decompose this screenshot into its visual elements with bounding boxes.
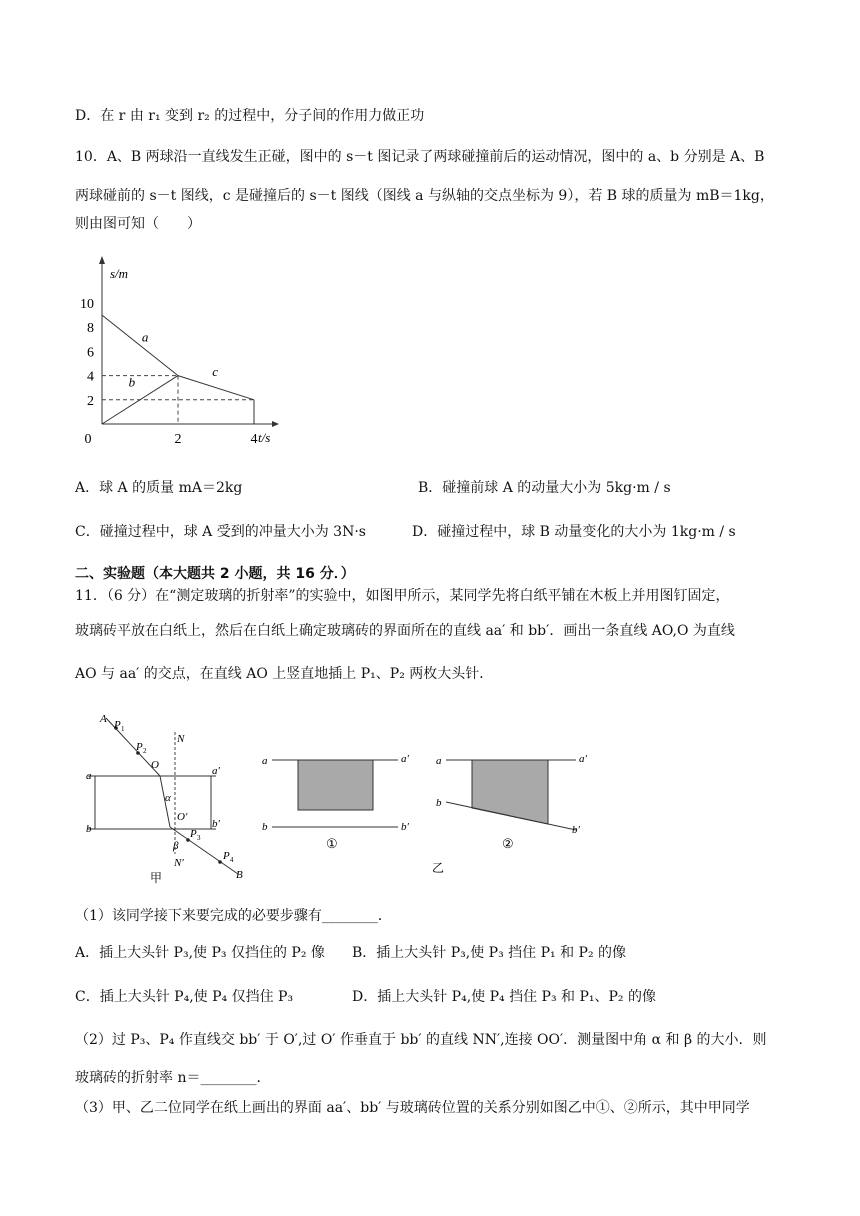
q10-option-b: B．碰撞前球 A 的动量大小为 5kg·m / s xyxy=(418,480,671,496)
x-tick-label: 4 xyxy=(250,432,258,447)
q10-option-d: D．碰撞过程中，球 B 动量变化的大小为 1kg·m / s xyxy=(412,524,736,540)
label-jia: 甲 xyxy=(150,871,163,885)
series-label-a: a xyxy=(141,329,149,345)
q11-option-b: B．插上大头针 P₃,使 P₃ 挡住 P₁ 和 P₂ 的像 xyxy=(352,945,627,961)
y-tick-label: 8 xyxy=(87,321,94,337)
svg-text:O: O xyxy=(151,759,159,771)
svg-text:P: P xyxy=(190,828,197,840)
svg-text:b′: b′ xyxy=(212,818,220,830)
y-tick-label: 10 xyxy=(80,297,94,312)
q11-option-c: C．插上大头针 P₄,使 P₄ 仅挡住 P₃ xyxy=(75,989,294,1005)
q10-option-a: A．球 A 的质量 mA＝2kg xyxy=(75,480,243,496)
figure-yi xyxy=(258,740,598,880)
q11-stem-2: 玻璃砖平放在白纸上，然后在白纸上确定玻璃砖的界面所在的直线 aa′ 和 bb′．画出一条直线 AO,O 为直线 xyxy=(75,623,735,639)
svg-text:a′: a′ xyxy=(579,753,587,765)
q11-option-a: A．插上大头针 P₃,使 P₃ 仅挡住的 P₂ 像 xyxy=(75,945,325,961)
q11-step1: （1）该同学接下来要完成的必要步骤有________． xyxy=(75,908,392,924)
series-line-a xyxy=(102,315,178,376)
x-tick-label: 2 xyxy=(174,432,182,447)
label-one: ① xyxy=(326,836,338,851)
q11-step3: （3）甲、乙二位同学在纸上画出的界面 aa′、bb′ 与玻璃砖位置的关系分别如图乙中①、②所示，其中甲同学 xyxy=(75,1100,750,1116)
y-tick-label: 4 xyxy=(87,369,94,385)
svg-text:a: a xyxy=(436,755,442,767)
svg-text:P: P xyxy=(136,741,143,753)
y-axis-arrow xyxy=(99,256,105,264)
svg-text:1: 1 xyxy=(121,725,125,733)
section-2-heading: 二、实验题（本大题共 2 小题，共 16 分．） xyxy=(75,566,355,582)
q9-option-d: D．在 r 由 r₁ 变到 r₂ 的过程中，分子间的作用力做正功 xyxy=(75,108,425,124)
x-axis-arrow xyxy=(272,421,279,427)
svg-text:a: a xyxy=(86,770,92,782)
svg-text:β: β xyxy=(173,840,179,852)
q11-step2b: 玻璃砖的折射率 n＝________． xyxy=(75,1070,271,1086)
st-series xyxy=(102,315,254,424)
q11-step2a: （2）过 P₃、P₄ 作直线交 bb′ 于 O′,过 O′ 作垂直于 bb′ 的直线 NN′,连接 OO′．测量图中角 α 和 β 的大小．则 xyxy=(75,1032,767,1048)
st-graph xyxy=(72,254,292,454)
q11-stem-3: AO 与 aa′ 的交点，在直线 AO 上竖直地插上 P₁、P₂ 两枚大头针． xyxy=(75,666,494,682)
q11-option-d: D．插上大头针 P₄,使 P₄ 挡住 P₃ 和 P₁、P₂ 的像 xyxy=(352,989,656,1005)
q11-stem-1: 11．（6 分）在“测定玻璃的折射率”的实验中，如图甲所示，某同学先将白纸平铺在木板上并用图钉固定， xyxy=(75,588,730,604)
svg-text:N: N xyxy=(177,733,185,745)
svg-text:b′: b′ xyxy=(572,824,580,836)
q10-stem-1: 10．A、B 两球沿一直线发生正碰，图中的 s－t 图记录了两球碰撞前后的运动情况，图中的 a、b 分别是 A、B xyxy=(75,149,765,165)
x-axis-label: t/s xyxy=(258,430,271,445)
svg-text:N′: N′ xyxy=(174,857,184,869)
svg-text:O′: O′ xyxy=(177,811,188,823)
q10-option-c: C．碰撞过程中，球 A 受到的冲量大小为 3N·s xyxy=(75,524,366,540)
q10-stem-2: 两球碰前的 s－t 图线，c 是碰撞后的 s－t 图线（图线 a 与纵轴的交点坐标为 9），若 B 球的质量为 mB＝1kg， xyxy=(75,188,774,204)
y-tick-label: 2 xyxy=(87,393,94,409)
svg-text:4: 4 xyxy=(230,856,234,864)
svg-text:A: A xyxy=(100,713,107,725)
st-guides xyxy=(102,376,254,424)
svg-text:a: a xyxy=(262,755,268,767)
label-two: ② xyxy=(502,836,514,851)
x-tick-label: 0 xyxy=(84,432,92,447)
st-axes xyxy=(99,256,279,427)
svg-text:b: b xyxy=(262,821,268,833)
svg-text:3: 3 xyxy=(197,834,201,842)
series-line-c xyxy=(178,376,254,400)
svg-text:a′: a′ xyxy=(401,753,409,765)
y-axis-label: s/m xyxy=(110,266,129,281)
label-yi: 乙 xyxy=(432,861,445,875)
svg-text:P: P xyxy=(114,719,121,731)
figure-jia xyxy=(78,706,258,886)
svg-text:b: b xyxy=(436,797,442,809)
y-tick-label: 6 xyxy=(87,345,94,361)
svg-text:α: α xyxy=(165,792,171,804)
svg-text:2: 2 xyxy=(143,747,147,755)
svg-text:b′: b′ xyxy=(401,821,409,833)
q10-stem-3: 则由图可知（ ） xyxy=(75,216,201,232)
series-label-c: c xyxy=(212,364,218,380)
series-label-b: b xyxy=(128,374,136,390)
svg-text:a′: a′ xyxy=(212,765,220,777)
svg-text:B: B xyxy=(236,869,243,881)
svg-text:b: b xyxy=(86,823,92,835)
svg-text:P: P xyxy=(223,850,230,862)
